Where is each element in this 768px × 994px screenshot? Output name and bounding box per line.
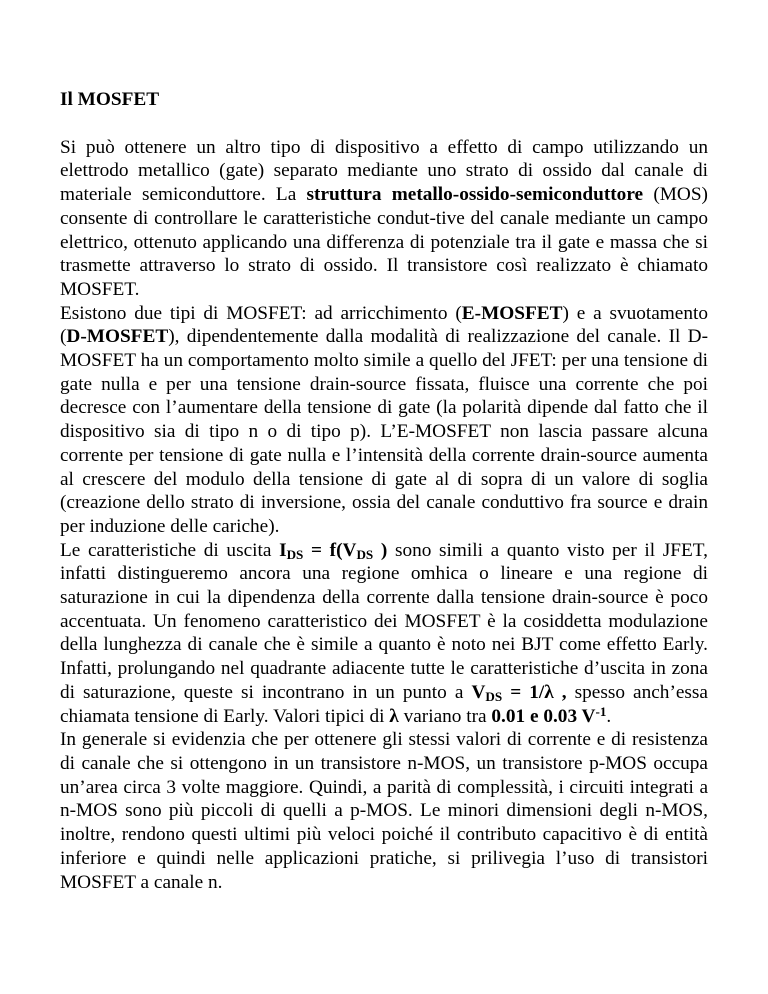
intro-text-1: Si può ottenere un altro tipo di dispositivo a effetto di campo utilizzando un elettrodo metallico (gate) separato mediante uno strato di ossido dal canale di materiale semiconduttore. La	[60, 136, 708, 206]
lambda-values	[491, 703, 607, 727]
char-text-1: Le caratteristiche di uscita	[60, 539, 280, 561]
lambda-symbol: λ	[389, 705, 399, 727]
formula-ds-subscript-1: DS	[286, 546, 304, 562]
formula-v: V	[471, 681, 486, 703]
formula-i: I	[279, 539, 287, 561]
paragraph-types	[60, 302, 708, 539]
paragraph-nmos-pmos: In generale si evidenzia che per ottenere gli stessi valori di corrente e di resistenza di canale che si ottengono in un transistore n-MOS, un transistore p-MOS occupa un’area circa 3 volte maggiore. Quindi, a parità di complessità, i circuiti integrati a n-MOS sono più piccoli di quelli a p-MOS. Le minori dimensioni degli n-MOS, inoltre, rendono questi ultimi più veloci poiché il contributo capacitivo è di entità inferiore e quindi nelle applicazioni pratiche, si prilivegia l’uso di transistori MOSFET a canale n.	[60, 729, 708, 893]
document-page	[60, 88, 708, 894]
formula-vds-eq: = 1/λ ,	[502, 681, 567, 703]
formula-ds-subscript-2: DS	[356, 546, 374, 562]
types-text-3: ), dipendentemente dalla modalità di realizzazione del canale. Il D-MOSFET ha un comportamento molto simile a quello del JFET: per una tensione di gate nulla e per una tensione drain-source fissata, fluisce una corrente che poi decresce con l’aumentare della tensione di gate (la polarità dipende dal fatto che il dispositivo sia di tipo n o di tipo p). L’E-MOSFET non lascia passare alcuna corrente per tensione di gate nulla e l’intensità della corrente drain-source aumenta al crescere del modulo della tensione di gate al di sopra di un valore di soglia (creazione dello strato di inversione, ossia del canale conduttivo fra source e drain per induzione delle cariche).	[60, 326, 708, 537]
types-text-2: ) e a svuotamento (	[60, 302, 708, 348]
formula-eq: = f(V	[303, 539, 357, 561]
formula-vds-subscript: DS	[485, 688, 503, 704]
formula-close: )	[373, 539, 388, 561]
intro-text-2: (MOS) consente di controllare le caratteristiche condut-tive del canale mediante un campo elettrico, ottenuto applicando una differenza di potenziale tra il gate e massa che si trasmette attraverso lo strato di ossido. Il transistore così realizzato è chiamato MOSFET.	[60, 184, 708, 300]
paragraph-characteristics	[60, 539, 708, 729]
types-bold-dmosfet: D-MOSFET	[66, 326, 169, 348]
paragraph-intro	[60, 136, 708, 302]
lambda-values-exponent: -1	[595, 703, 607, 719]
char-text-3: spesso anch’essa chiamata tensione di Early. Valori tipici di	[60, 681, 708, 727]
formula-ids	[279, 540, 387, 561]
lambda-values-text: 0.01 e 0.03 V	[491, 705, 596, 727]
char-text-5: .	[606, 705, 612, 727]
types-bold-emosfet: E-MOSFET	[461, 302, 563, 324]
types-text-1: Esistono due tipi di MOSFET: ad arricchimento (	[60, 302, 462, 324]
char-text-2: sono simili a quanto visto per il JFET, infatti distingueremo ancora una regione omhica o lineare e una regione di saturazione in cui la dipendenza della corrente dalla tensione drain-source è poco accentuata. Un fenomeno caratteristico dei MOSFET è la cosiddetta modulazione della lunghezza di canale che è simile a quanto è noto nei BJT come effetto Early. Infatti, prolungando nel quadrante adiacente tutte le caratteristiche d’uscita in zona di saturazione, queste si incontrano in un punto a	[60, 539, 708, 703]
intro-bold-mos-structure: struttura metallo-ossido-semiconduttore	[306, 184, 644, 206]
formula-vds	[471, 682, 566, 703]
document-title: Il MOSFET	[60, 89, 160, 110]
char-text-4: variano tra	[398, 705, 492, 727]
